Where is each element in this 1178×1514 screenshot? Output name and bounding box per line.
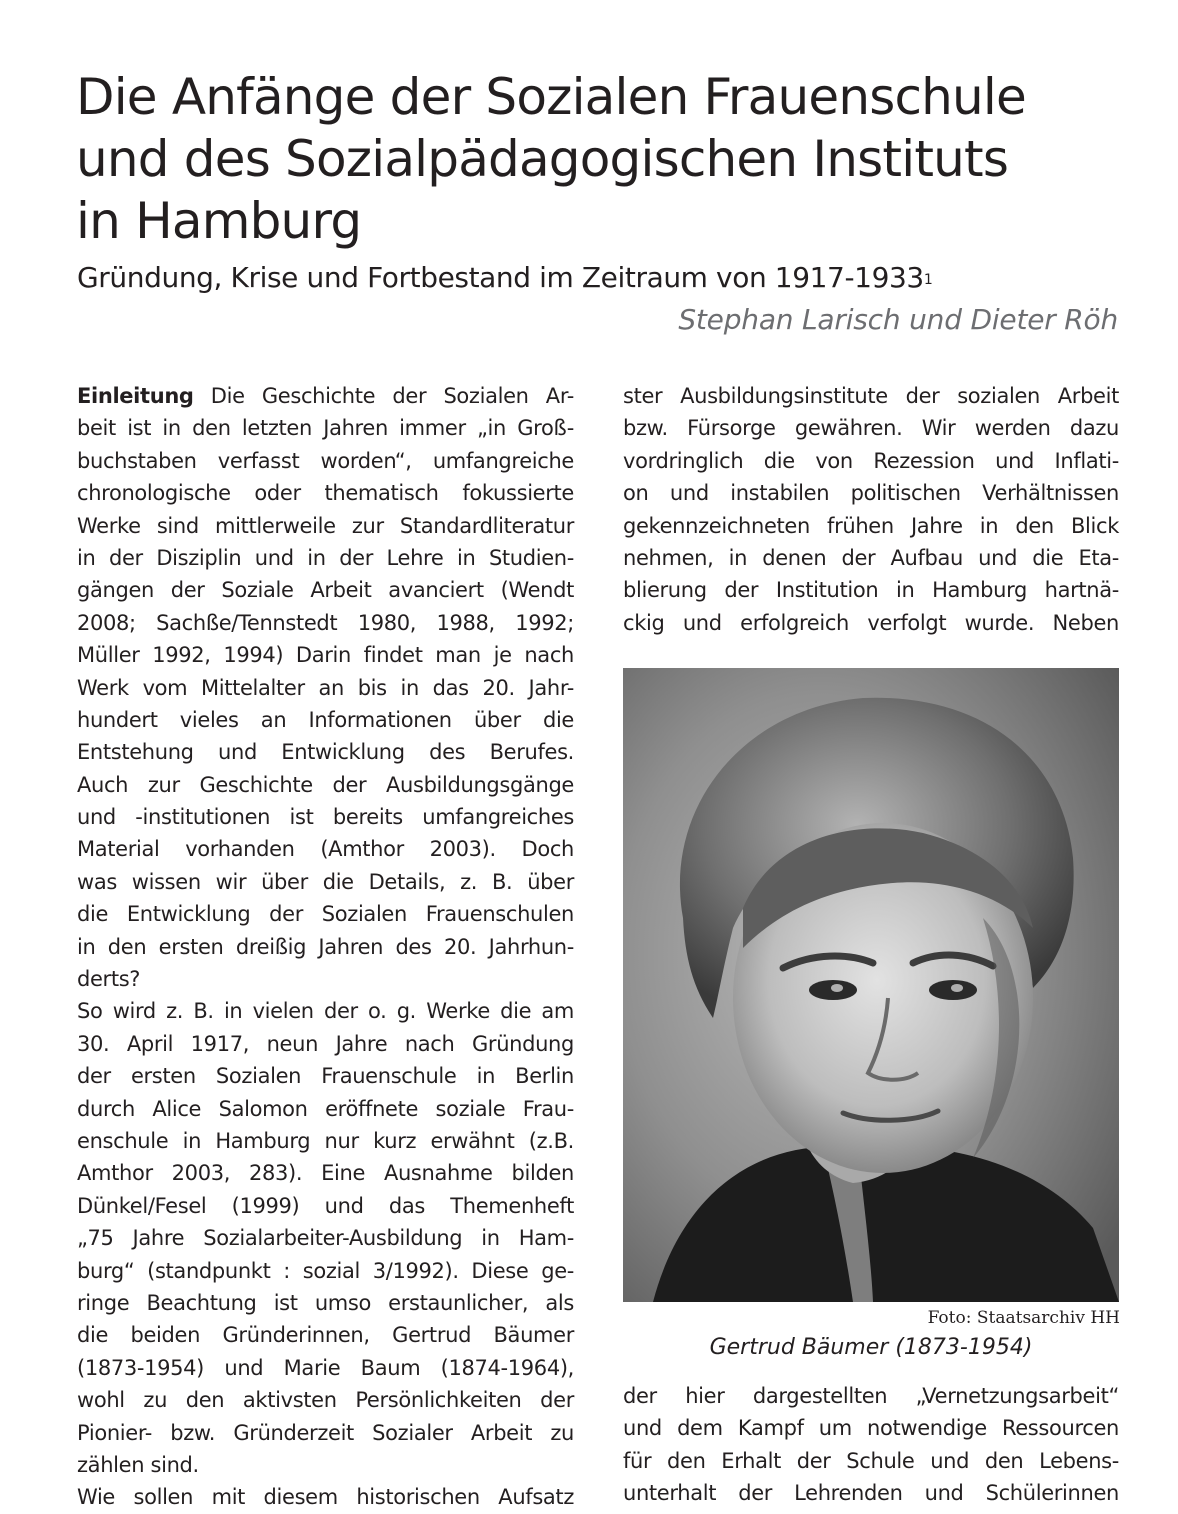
text-line: burg“ (standpunkt : sozial 3/1992). Diese ge- (77, 1258, 574, 1283)
portrait-photo (623, 668, 1119, 1302)
text-line: der ersten Sozialen Frauenschule in Berlin (77, 1064, 574, 1089)
text-line: und -institutionen ist bereits umfangreiches (77, 805, 574, 830)
text-line: So wird z. B. in vielen der o. g. Werke die am (77, 999, 574, 1024)
text-line: 30. April 1917, neun Jahre nach Gründung (77, 1031, 574, 1056)
text-line: hundert vieles an Informationen über die (77, 707, 574, 732)
text-line: zählen sind. (77, 1452, 199, 1477)
right-column-bottom (623, 1380, 1119, 1510)
text-line: gängen der Soziale Arbeit avanciert (Wendt (77, 578, 574, 603)
text-line: „75 Jahre Sozialarbeiter-Ausbildung in Ham- (77, 1226, 574, 1251)
text-line: ringe Beachtung ist umso erstaunlicher, als (77, 1290, 574, 1315)
text-line: Entstehung und Entwicklung des Berufes. (77, 740, 574, 765)
subtitle-text: Gründung, Krise und Fortbestand im Zeitraum von 1917-1933 (77, 261, 924, 294)
text-line: (1873-1954) und Marie Baum (1874-1964), (77, 1355, 574, 1380)
text-line: Material vorhanden (Amthor 2003). Doch (77, 837, 574, 862)
text-line: vordringlich die von Rezession und Inflati- (623, 448, 1119, 473)
left-column (77, 380, 574, 1514)
text-line: gekennzeichneten frühen Jahre in den Blick (623, 513, 1119, 538)
text-line: in den ersten dreißig Jahren des 20. Jahrhun- (77, 934, 574, 959)
text-line: die Entwicklung der Sozialen Frauenschulen (77, 902, 574, 927)
text-line: ster Ausbildungsinstitute der sozialen Arbeit (623, 384, 1119, 408)
text-line: bzw. Fürsorge gewähren. Wir werden dazu (623, 416, 1119, 441)
title-line: Die Anfänge der Sozialen Frauenschule (76, 68, 1026, 126)
text-line: was wissen wir über die Details, z. B. über (77, 869, 574, 894)
text-line: blierung der Institution in Hamburg hartnä- (623, 578, 1119, 603)
text-line: in der Disziplin und in der Lehre in Studien- (77, 545, 574, 570)
text-line: Werk vom Mittelalter an bis in das 20. Jahr- (77, 675, 574, 700)
text-line: Auch zur Geschichte der Ausbildungsgänge (77, 772, 574, 797)
text-line: Wie sollen mit diesem historischen Aufsatz (77, 1485, 574, 1510)
photo-credit: Foto: Staatsarchiv HH (927, 1308, 1120, 1328)
text-line: durch Alice Salomon eröffnete soziale Frau- (77, 1096, 574, 1121)
text-line: Dünkel/Fesel (1999) und das Themenheft (77, 1193, 574, 1218)
text-line: chronologische oder thematisch fokussierte (77, 481, 574, 506)
figure-caption: Gertrud Bäumer (1873-1954) (709, 1335, 1033, 1360)
text-line: Werke sind mittlerweile zur Standardliteratur (77, 513, 574, 538)
right-column-top (623, 380, 1119, 639)
title-line: und des Sozialpädagogischen Instituts (76, 130, 1009, 188)
article-title (76, 66, 1136, 252)
text-line: 2008; Sachße/Tennstedt 1980, 1988, 1992; (77, 610, 574, 635)
section-heading: Einleitung (77, 384, 194, 408)
text-line: der hier dargestellten „Vernetzungsarbeit“ (623, 1384, 1119, 1408)
text-line: unterhalt der Lehrenden und Schülerinnen (623, 1481, 1119, 1506)
text-line: Pionier- bzw. Gründerzeit Sozialer Arbeit zu (77, 1420, 574, 1445)
text-line: wohl zu den aktivsten Persönlichkeiten der (77, 1388, 574, 1413)
text-line: beit ist in den letzten Jahren immer „in Groß- (77, 416, 574, 441)
text-line: Müller 1992, 1994) Darin findet man je nach (77, 643, 574, 668)
text-line: Einleitung Die Geschichte der Sozialen Ar- (77, 384, 574, 408)
article-authors: Stephan Larisch und Dieter Röh (678, 303, 1118, 336)
text-line: enschule in Hamburg nur kurz erwähnt (z.B. (77, 1128, 574, 1153)
text-line: nehmen, in denen der Aufbau und die Eta- (623, 545, 1119, 570)
text-line: ckig und erfolgreich verfolgt wurde. Neben (623, 610, 1119, 635)
text-line: die beiden Gründerinnen, Gertrud Bäumer (77, 1323, 574, 1348)
text-line: Amthor 2003, 283). Eine Ausnahme bilden (77, 1161, 574, 1186)
footnote-marker: 1 (923, 272, 933, 288)
portrait-image (623, 668, 1119, 1302)
title-line: in Hamburg (76, 192, 362, 250)
text-line: für den Erhalt der Schule und den Lebens- (623, 1448, 1119, 1473)
article-subtitle (77, 259, 1137, 297)
text-line: derts? (77, 967, 141, 992)
text-line: buchstaben verfasst worden“, umfangreiche (77, 448, 574, 473)
text-line: und dem Kampf um notwendige Ressourcen (623, 1416, 1119, 1441)
text-line: on und instabilen politischen Verhältnissen (623, 481, 1119, 506)
